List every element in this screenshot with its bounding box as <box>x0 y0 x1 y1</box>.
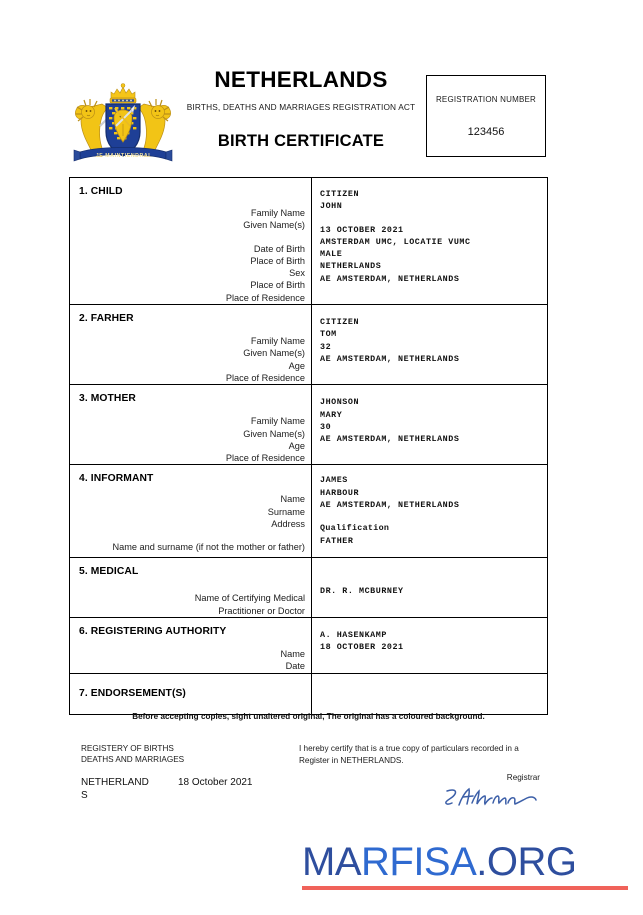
registration-number-box <box>426 75 546 157</box>
section-mother-left <box>70 385 312 464</box>
label-surname: Surname <box>267 506 305 517</box>
certificate-footer <box>69 740 548 810</box>
section-mother-right <box>312 385 547 464</box>
section-authority-left <box>70 618 312 673</box>
section-medical-values <box>312 558 547 597</box>
section-authority-labels <box>70 637 311 673</box>
section-father-heading: 2. FARHER <box>79 313 134 325</box>
value-name: JAMES <box>320 475 348 486</box>
label-address: Address <box>271 519 305 530</box>
section-child-labels <box>70 197 311 304</box>
label-given-names: Given Name(s) <box>243 428 305 439</box>
value-family-name: CITIZEN <box>320 317 360 328</box>
section-mother-heading: 3. MOTHER <box>79 393 136 405</box>
crest-motto-text: JE MAINTIENDRAI <box>95 153 151 159</box>
section-registering-authority <box>70 618 547 674</box>
section-mother-values <box>312 385 547 445</box>
registration-number-label: REGISTRATION NUMBER <box>435 95 537 104</box>
section-informant <box>70 465 547 558</box>
value-place-of-residence: AE AMSTERDAM, NETHERLANDS <box>320 434 460 445</box>
registrar-label: Registrar <box>506 773 540 782</box>
label-place-of-birth-country: Place of Birth <box>250 280 305 291</box>
section-father-left <box>70 305 312 384</box>
certification-text: I hereby certify that is a true copy of particulars recorded in a Register in NETHERLANDS. <box>299 744 519 765</box>
spacer <box>320 511 547 522</box>
section-medical-right <box>312 558 547 617</box>
spacer <box>70 232 305 243</box>
copy-notice: Before accepting copies, sight unaltered original, The original has a coloured background. <box>132 712 485 721</box>
watermark-text <box>302 840 632 884</box>
section-father <box>70 305 547 385</box>
spacer <box>70 530 305 541</box>
value-surname: HARBOUR <box>320 487 360 498</box>
certificate-header <box>0 62 643 172</box>
value-sex: MALE <box>320 249 343 260</box>
section-endorsements-right <box>312 674 547 714</box>
label-name: Name <box>280 649 305 660</box>
watermark-text-part3: .ORG <box>476 840 577 884</box>
marfisa-watermark <box>302 840 632 890</box>
label-sex: Sex <box>289 268 305 279</box>
label-practitioner-line1: Name of Certifying Medical <box>194 593 305 604</box>
registration-number-value: 123456 <box>467 126 505 138</box>
label-place-of-birth: Place of Birth <box>250 255 305 266</box>
section-medical <box>70 558 547 618</box>
section-mother <box>70 385 547 465</box>
section-medical-heading: 5. MEDICAL <box>79 566 139 578</box>
label-place-of-residence: Place of Residence <box>225 292 305 303</box>
label-date: Date <box>285 661 305 672</box>
value-address: AE AMSTERDAM, NETHERLANDS <box>320 500 460 511</box>
value-place-of-residence: AE AMSTERDAM, NETHERLANDS <box>320 273 460 284</box>
label-age: Age <box>288 360 305 371</box>
section-informant-left <box>70 465 312 557</box>
registration-act-subtitle: BIRTHS, DEATHS AND MARRIAGES REGISTRATION ACT <box>186 102 416 112</box>
netherlands-coat-of-arms-icon <box>64 80 182 170</box>
label-qualification-note: Name and surname (if not the mother or father) <box>112 542 305 553</box>
registry-country-line-2: S <box>81 789 88 801</box>
label-family-name: Family Name <box>250 416 305 427</box>
section-authority-right <box>312 618 547 673</box>
value-name: A. HASENKAMP <box>320 630 387 641</box>
label-name: Name <box>280 494 305 505</box>
section-child-heading: 1. CHILD <box>79 186 123 197</box>
value-place-of-birth-country: NETHERLANDS <box>320 261 382 272</box>
value-family-name: JHONSON <box>320 397 360 408</box>
registry-line-2: DEATHS AND MARRIAGES <box>81 755 185 764</box>
value-given-names: MARY <box>320 409 343 420</box>
value-practitioner: DR. R. MCBURNEY <box>320 586 404 597</box>
watermark-text-part1: MA <box>302 840 361 884</box>
value-family-name: CITIZEN <box>320 189 360 199</box>
section-child <box>70 178 547 305</box>
registry-country-block <box>81 777 281 802</box>
section-child-left <box>70 178 312 304</box>
registry-line-1: REGISTERY OF BIRTHS <box>81 744 174 753</box>
value-date-of-birth: 13 OCTOBER 2021 <box>320 224 404 235</box>
country-title: NETHERLANDS <box>214 67 388 92</box>
section-endorsements-heading: 7. ENDORSEMENT(S) <box>79 688 186 700</box>
label-given-names: Given Name(s) <box>243 220 305 231</box>
document-title: BIRTH CERTIFICATE <box>217 132 385 150</box>
section-child-values <box>312 178 547 285</box>
spacer <box>320 213 547 224</box>
section-child-right <box>312 178 547 304</box>
section-mother-labels <box>70 404 311 464</box>
section-informant-labels <box>70 484 311 553</box>
section-authority-heading: 6. REGISTERING AUTHORITY <box>79 626 227 638</box>
section-father-labels <box>70 324 311 384</box>
certificate-table <box>69 177 548 715</box>
value-date: 18 OCTOBER 2021 <box>320 642 404 653</box>
watermark-underline <box>302 886 628 890</box>
value-given-names: JOHN <box>320 201 343 212</box>
value-place-of-birth: AMSTERDAM UMC, LOCATIE VUMC <box>320 236 471 247</box>
label-date-of-birth: Date of Birth <box>253 243 305 254</box>
registry-block <box>81 743 281 802</box>
label-place-of-residence: Place of Residence <box>225 453 305 464</box>
value-age: 30 <box>320 421 332 432</box>
section-authority-values <box>312 618 547 654</box>
section-informant-right <box>312 465 547 557</box>
section-endorsements-left <box>70 674 312 714</box>
value-qualification-title: Qualification <box>320 523 390 534</box>
label-age: Age <box>288 440 305 451</box>
section-medical-labels <box>70 577 311 617</box>
registry-date: 18 October 2021 <box>178 777 253 788</box>
watermark-text-part2: RFISA <box>361 840 477 884</box>
section-medical-left <box>70 558 312 617</box>
value-age: 32 <box>320 341 332 352</box>
section-father-right <box>312 305 547 384</box>
label-place-of-residence: Place of Residence <box>225 372 305 383</box>
section-informant-heading: 4. INFORMANT <box>79 473 154 485</box>
certification-block <box>299 743 548 782</box>
value-given-names: TOM <box>320 329 337 340</box>
label-family-name: Family Name <box>250 208 305 218</box>
value-qualification: FATHER <box>320 535 354 546</box>
label-family-name: Family Name <box>250 336 305 347</box>
section-informant-values <box>312 465 547 546</box>
label-practitioner-line2: Practitioner or Doctor <box>218 605 305 616</box>
value-place-of-residence: AE AMSTERDAM, NETHERLANDS <box>320 353 460 364</box>
header-title-block <box>182 66 420 151</box>
section-father-values <box>312 305 547 365</box>
section-endorsements <box>70 674 547 714</box>
label-given-names: Given Name(s) <box>243 348 305 359</box>
registry-country-line-1: NETHERLAND <box>81 777 149 788</box>
registrar-signature-icon <box>439 785 544 811</box>
